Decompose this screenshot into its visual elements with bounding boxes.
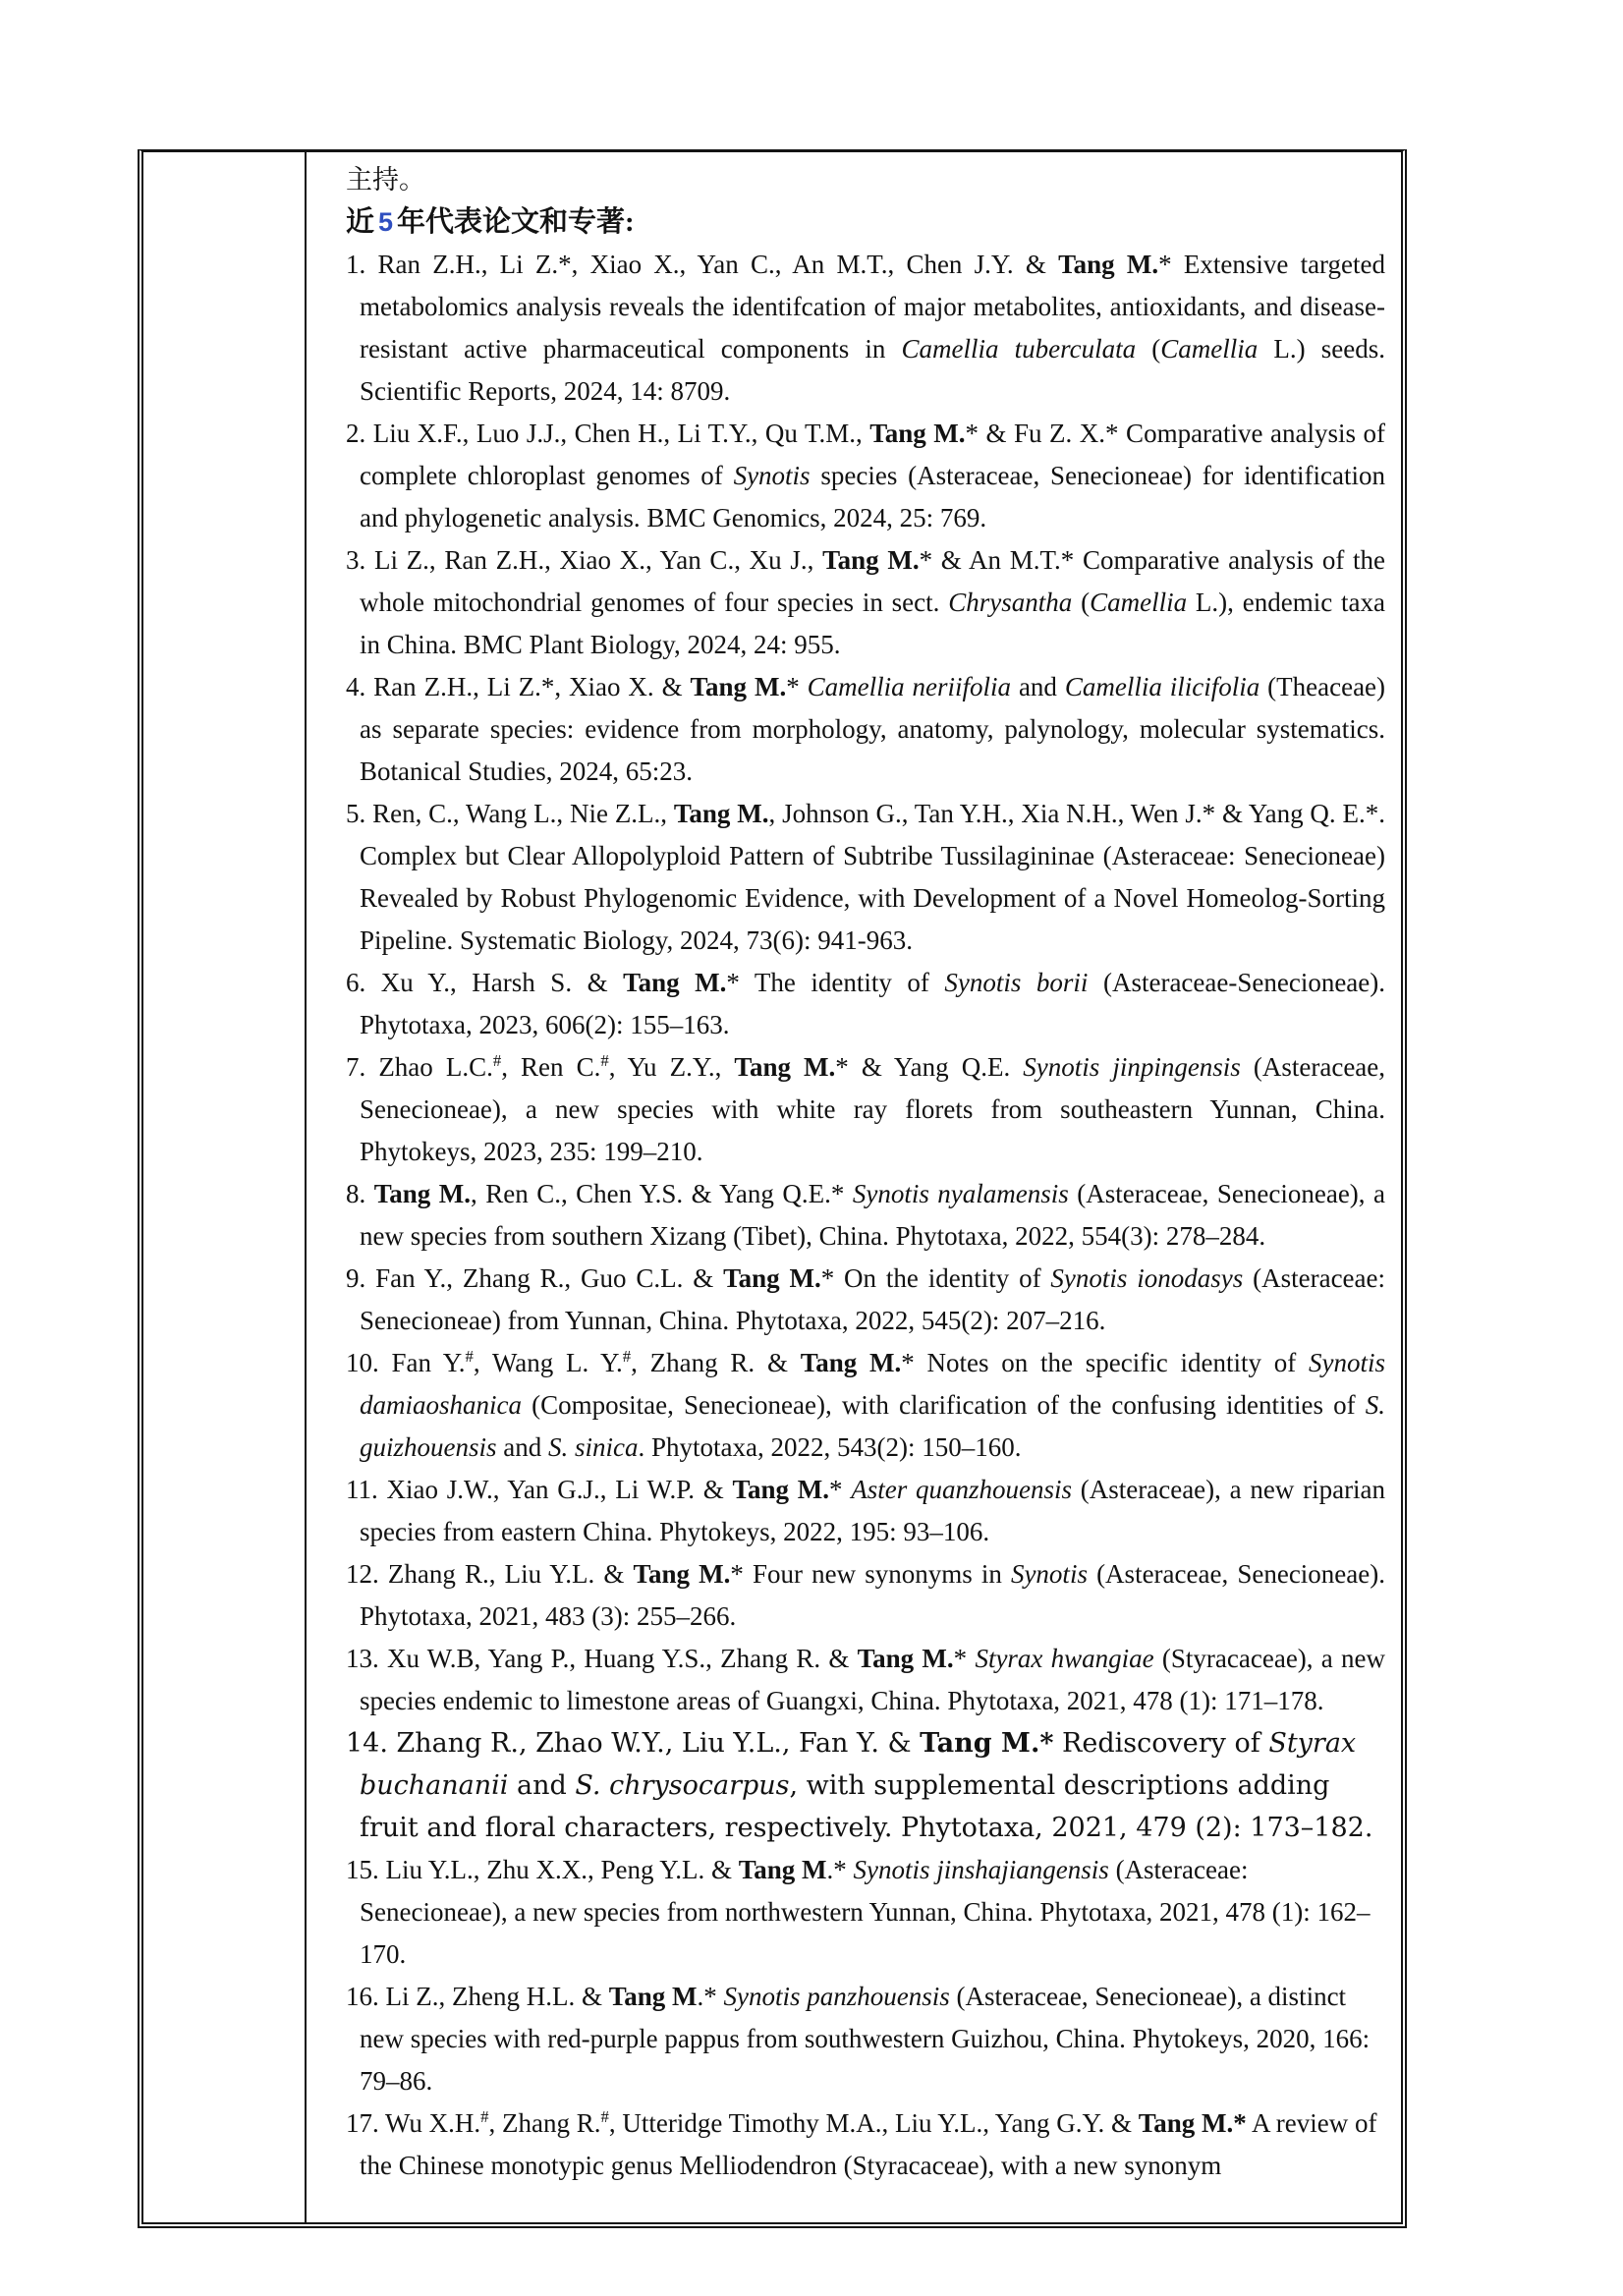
taxon-name: S. chrysocarpus <box>575 1770 790 1801</box>
author-highlight: Tang M. <box>732 1475 830 1504</box>
citation-text: Ran Z.H., Li Z.*, Xiao X. & <box>373 672 691 701</box>
citation-text: Xu W.B, Yang P., Huang Y.S., Zhang R. & <box>387 1644 858 1673</box>
publication-number: 17. <box>346 2108 386 2138</box>
citation-text: and <box>508 1770 576 1801</box>
citation-text: * Notes on the specific identity of <box>901 1348 1309 1377</box>
citation-text: , Yu Z.Y., <box>608 1052 735 1082</box>
taxon-name: Camellia <box>1160 334 1259 364</box>
author-highlight: Tang M. <box>734 1052 836 1082</box>
author-highlight: Tang M. <box>869 419 966 448</box>
taxon-name: Camellia neriifolia <box>807 672 1012 701</box>
citation-text: * & Yang Q.E. <box>835 1052 1024 1082</box>
citation-text: , with supplemental descriptions adding fruit and floral characters, respectively. Phytotaxa, 2021, 479 (2): 173–182. <box>360 1770 1373 1843</box>
citation-text: , Zhang R. <box>488 2108 601 2138</box>
row-label-cell <box>143 152 307 2222</box>
publication-number: 9. <box>346 1263 376 1293</box>
citation-text: (Asteraceae, Senecioneae), a distinct new species with red-purple pappus from southwestern Guizhou, China. Phytokeys, 2020, 166: 79–86. <box>360 1982 1371 2096</box>
publication-item <box>346 1469 1385 1553</box>
publication-number: 3. <box>346 545 374 575</box>
publication-item <box>346 1046 1385 1173</box>
author-highlight: Tang M. <box>822 545 920 575</box>
publication-number: 6. <box>346 968 381 997</box>
publication-number: 10. <box>346 1348 392 1377</box>
taxon-name: Synotis nyalamensis <box>852 1179 1069 1208</box>
author-highlight: Tang M. <box>723 1263 821 1293</box>
citation-text: , Zhang R. & <box>631 1348 801 1377</box>
publication-number: 4. <box>346 672 374 701</box>
citation-text: Ran Z.H., Li Z.*, Xiao X., Yan C., An M.T., Chen J.Y. & <box>377 250 1059 279</box>
taxon-name: Styrax hwangiae <box>975 1644 1154 1673</box>
superscript-mark: # <box>480 2107 489 2126</box>
citation-text: Li Z., Ran Z.H., Xiao X., Yan C., Xu J., <box>373 545 823 575</box>
citation-text: * <box>786 672 808 701</box>
publication-number: 8. <box>346 1179 374 1208</box>
taxon-name: Camellia <box>1090 588 1188 617</box>
taxon-name: Styrax buchananii <box>360 1728 1357 1801</box>
publication-item <box>346 413 1385 539</box>
author-highlight: Tang M.* <box>1138 2108 1247 2138</box>
citation-text: (Styracaceae), a new species endemic to limestone areas of Guangxi, China. Phytotaxa, 2021, 478 (1): 171–178. <box>360 1644 1386 1715</box>
author-highlight: Tang M. <box>373 1179 471 1208</box>
citation-text: .* <box>697 1982 724 2011</box>
citation-text: Liu Y.L., Zhu X.X., Peng Y.L. & <box>385 1855 739 1884</box>
publication-item <box>346 1722 1385 1849</box>
superscript-mark: # <box>465 1347 474 1366</box>
citation-text: , Ren C. <box>501 1052 601 1082</box>
publication-item <box>346 962 1385 1046</box>
citation-text: (Asteraceae, Senecioneae), a new species with white ray florets from southeastern Yunnan, China. Phytokeys, 2023, 235: 199–210. <box>360 1052 1386 1166</box>
author-highlight: Tang M. <box>1058 250 1159 279</box>
taxon-name: Aster quanzhouensis <box>851 1475 1073 1504</box>
publication-item <box>346 1638 1385 1722</box>
citation-text: Li Z., Zheng H.L. & <box>385 1982 609 2011</box>
author-highlight: Tang M. <box>857 1644 954 1673</box>
citation-text: * Four new synonyms in <box>730 1559 1011 1589</box>
citation-text: ( <box>1072 588 1091 617</box>
publication-item <box>346 1342 1385 1469</box>
citation-text: species (Asteraceae, Senecioneae) for identification and phylogenetic analysis. BMC Genomics, 2024, 25: 769. <box>360 461 1385 532</box>
citation-text: * & An M.T.* Comparative analysis of the whole mitochondrial genomes of four species in sect. <box>360 545 1386 617</box>
publication-number: 11. <box>346 1475 387 1504</box>
author-highlight: Tang M. <box>690 672 787 701</box>
citation-text: . Phytotaxa, 2022, 543(2): 150–160. <box>638 1432 1022 1462</box>
section-heading-suffix: 年代表论文和专著: <box>397 206 635 238</box>
publication-number: 16. <box>346 1982 386 2011</box>
section-heading-prefix: 近 <box>346 206 375 238</box>
author-highlight: Tang M. <box>633 1559 731 1589</box>
citation-text: Zhang R., Liu Y.L. & <box>387 1559 634 1589</box>
citation-text: Zhang R., Zhao W.Y., Liu Y.L., Fan Y. & <box>396 1728 921 1759</box>
citation-text: Fan Y., Zhang R., Guo C.L. & <box>375 1263 724 1293</box>
taxon-name: Synotis <box>1010 1559 1088 1589</box>
citation-text: (Asteraceae), a new riparian species from eastern China. Phytokeys, 2022, 195: 93–106. <box>360 1475 1386 1546</box>
citation-text: Liu X.F., Luo J.J., Chen H., Li T.Y., Qu T.M., <box>372 419 870 448</box>
publication-item <box>346 793 1385 962</box>
publication-item <box>346 539 1385 666</box>
citation-text: (Asteraceae-Senecioneae). Phytotaxa, 2023, 606(2): 155–163. <box>360 968 1386 1039</box>
publication-number: 14. <box>346 1728 397 1759</box>
taxon-name: S. guizhouensis <box>360 1390 1385 1462</box>
author-highlight: Tang M. <box>673 799 769 828</box>
author-highlight: Tang M.* <box>920 1728 1054 1759</box>
previous-section-tail: 主持。 <box>346 165 425 195</box>
taxon-name: Camellia ilicifolia <box>1064 672 1260 701</box>
publication-item <box>346 1849 1385 1976</box>
citation-text: ( <box>1136 334 1161 364</box>
citation-text: (Asteraceae, Senecioneae). Phytotaxa, 2021, 483 (3): 255–266. <box>360 1559 1385 1631</box>
author-highlight: Tang M. <box>800 1348 902 1377</box>
citation-text: Wu X.H. <box>385 2108 481 2138</box>
publication-number: 12. <box>346 1559 388 1589</box>
publication-number: 2. <box>346 419 373 448</box>
citation-text: , Ren C., Chen Y.S. & Yang Q.E.* <box>471 1179 853 1208</box>
taxon-name: Synotis damiaoshanica <box>360 1348 1385 1420</box>
citation-text: Fan Y. <box>391 1348 466 1377</box>
citation-text: * <box>829 1475 852 1504</box>
citation-text: (Theaceae) as separate species: evidence from morphology, anatomy, palynology, molecular systematics. Botanical Studies, 2024, 65:23. <box>360 672 1386 786</box>
publication-number: 1. <box>346 250 378 279</box>
citation-text: Ren, C., Wang L., Nie Z.L., <box>372 799 674 828</box>
cv-table <box>138 149 1407 2228</box>
author-highlight: Tang M <box>738 1855 827 1884</box>
citation-text: and <box>496 1432 548 1462</box>
publication-list <box>346 244 1385 2187</box>
citation-text: Xu Y., Harsh S. & <box>380 968 624 997</box>
publication-item <box>346 666 1385 793</box>
citation-text: * <box>953 1644 976 1673</box>
publication-number: 13. <box>346 1644 388 1673</box>
taxon-name: Synotis <box>733 461 811 490</box>
publication-number: 15. <box>346 1855 386 1884</box>
citation-text: .* <box>826 1855 854 1884</box>
publication-item <box>346 1258 1385 1342</box>
citation-text: Zhao L.C. <box>378 1052 493 1082</box>
publication-item <box>346 1173 1385 1258</box>
taxon-name: Synotis borii <box>944 968 1089 997</box>
citation-text: * The identity of <box>726 968 945 997</box>
citation-text: , Utteridge Timothy M.A., Liu Y.L., Yang G.Y. & <box>608 2108 1139 2138</box>
author-highlight: Tang M. <box>623 968 727 997</box>
author-highlight: Tang M <box>608 1982 698 2011</box>
publication-number: 7. <box>346 1052 379 1082</box>
citation-text: Xiao J.W., Yan G.J., Li W.P. & <box>386 1475 733 1504</box>
citation-text: A review of the Chinese monotypic genus Melliodendron (Styracaceae), with a new synonym <box>360 2108 1377 2180</box>
citation-text: * Extensive targeted metabolomics analysis reveals the identifcation of major metabolites, antioxidants, and disease-resistant active pharmaceutical components in <box>360 250 1386 364</box>
citation-text: and <box>1011 672 1065 701</box>
publication-item <box>346 2102 1385 2187</box>
citation-text: * On the identity of <box>820 1263 1051 1293</box>
taxon-name: Synotis jinshajiangensis <box>853 1855 1109 1884</box>
superscript-mark: # <box>600 1051 609 1070</box>
taxon-name: Camellia tuberculata <box>901 334 1137 364</box>
citation-text: (Asteraceae: Senecioneae), a new species from northwestern Yunnan, China. Phytotaxa, 2021, 478 (1): 162–170. <box>360 1855 1371 1969</box>
citation-text: , Johnson G., Tan Y.H., Xia N.H., Wen J.* & Yang Q. E.*. Complex but Clear Allopolyploid Pattern of Subtribe Tussilagininae (Asteraceae: Senecioneae) Revealed by Robust Phylogenomic Evidence, with Development of a Novel Homeolog-Sorting Pipeline. Systematic Biology, 2024, 73(6): 941-963. <box>360 799 1386 955</box>
superscript-mark: # <box>600 2107 609 2126</box>
taxon-name: Chrysantha <box>948 588 1073 617</box>
publication-item <box>346 244 1385 413</box>
section-heading <box>346 201 1385 244</box>
citation-text: (Compositae, Senecioneae), with clarification of the confusing identities of <box>522 1390 1366 1420</box>
superscript-mark: # <box>622 1347 632 1366</box>
citation-text: (Asteraceae, Senecioneae), a new species from southern Xizang (Tibet), China. Phytotaxa, 2022, 554(3): 278–284. <box>360 1179 1386 1251</box>
publication-item <box>346 1553 1385 1638</box>
publication-item <box>346 1976 1385 2102</box>
publications-cell <box>307 152 1401 2222</box>
citation-text: (Asteraceae: Senecioneae) from Yunnan, China. Phytotaxa, 2022, 545(2): 207–216. <box>360 1263 1386 1335</box>
section-heading-number: 5 <box>378 207 394 237</box>
superscript-mark: # <box>492 1051 502 1070</box>
citation-text: , Wang L. Y. <box>473 1348 623 1377</box>
publication-number: 5. <box>346 799 373 828</box>
taxon-name: Synotis ionodasys <box>1050 1263 1244 1293</box>
taxon-name: S. sinica <box>548 1432 639 1462</box>
citation-text: Rediscovery of <box>1053 1728 1269 1759</box>
taxon-name: Synotis jinpingensis <box>1023 1052 1241 1082</box>
citation-text: L.) seeds. Scientific Reports, 2024, 14: 8709. <box>360 334 1386 406</box>
taxon-name: Synotis panzhouensis <box>723 1982 950 2011</box>
citation-text: * & Fu Z. X.* Comparative analysis of complete chloroplast genomes of <box>360 419 1386 490</box>
citation-text: L.), endemic taxa in China. BMC Plant Biology, 2024, 24: 955. <box>360 588 1385 659</box>
